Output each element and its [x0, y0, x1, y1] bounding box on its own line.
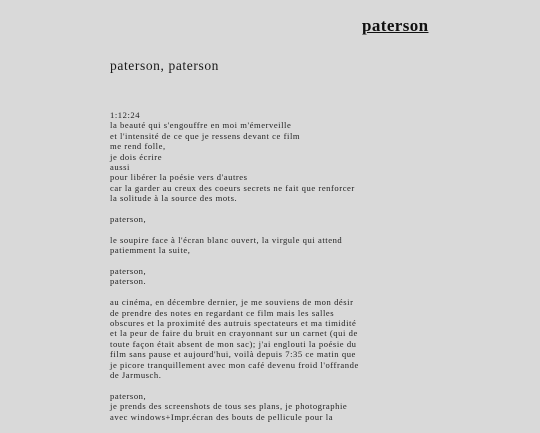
post-paragraph: paterson, [110, 214, 147, 225]
post-paragraph: paterson, je prends des screenshots de tous ses plans, je photographie avec windows+Impr.écran des bouts de pellicule pour la [110, 390, 348, 422]
post-paragraph: 1:12:24 la beauté qui s'engouffre en moi m'émerveille et l'intensité de ce que je ressens devant ce film me rend folle, je dois écrire aussi pour libérer la poésie vers d'autres car la garder au creux des coeurs secrets ne fait que renforcer la solitude à la source des mots. [110, 110, 355, 204]
post-paragraph: au cinéma, en décembre dernier, je me souviens de mon désir de prendre des notes en regardant ce film mais les salles obscures et la proximité des autruis spectateurs et ma timidité et la peur de faire du bruit en crayonnant sur un carnet (qui de toute façon était absent de mon sac); j'ai englouti la poésie du film sans pause et aujourd'hui, voilà depuis 7:35 ce matin que je picore tranquillement avec mon café devenu froid l'offrande de Jarmusch. [110, 297, 359, 381]
site-title-link[interactable]: paterson [362, 16, 429, 35]
post-title: paterson, paterson [110, 58, 220, 73]
post-paragraph: le soupire face à l'écran blanc ouvert, la virgule qui attend patiemment la suite, [110, 234, 343, 256]
post-body [110, 110, 440, 433]
post-paragraph: paterson, paterson. [110, 266, 147, 287]
